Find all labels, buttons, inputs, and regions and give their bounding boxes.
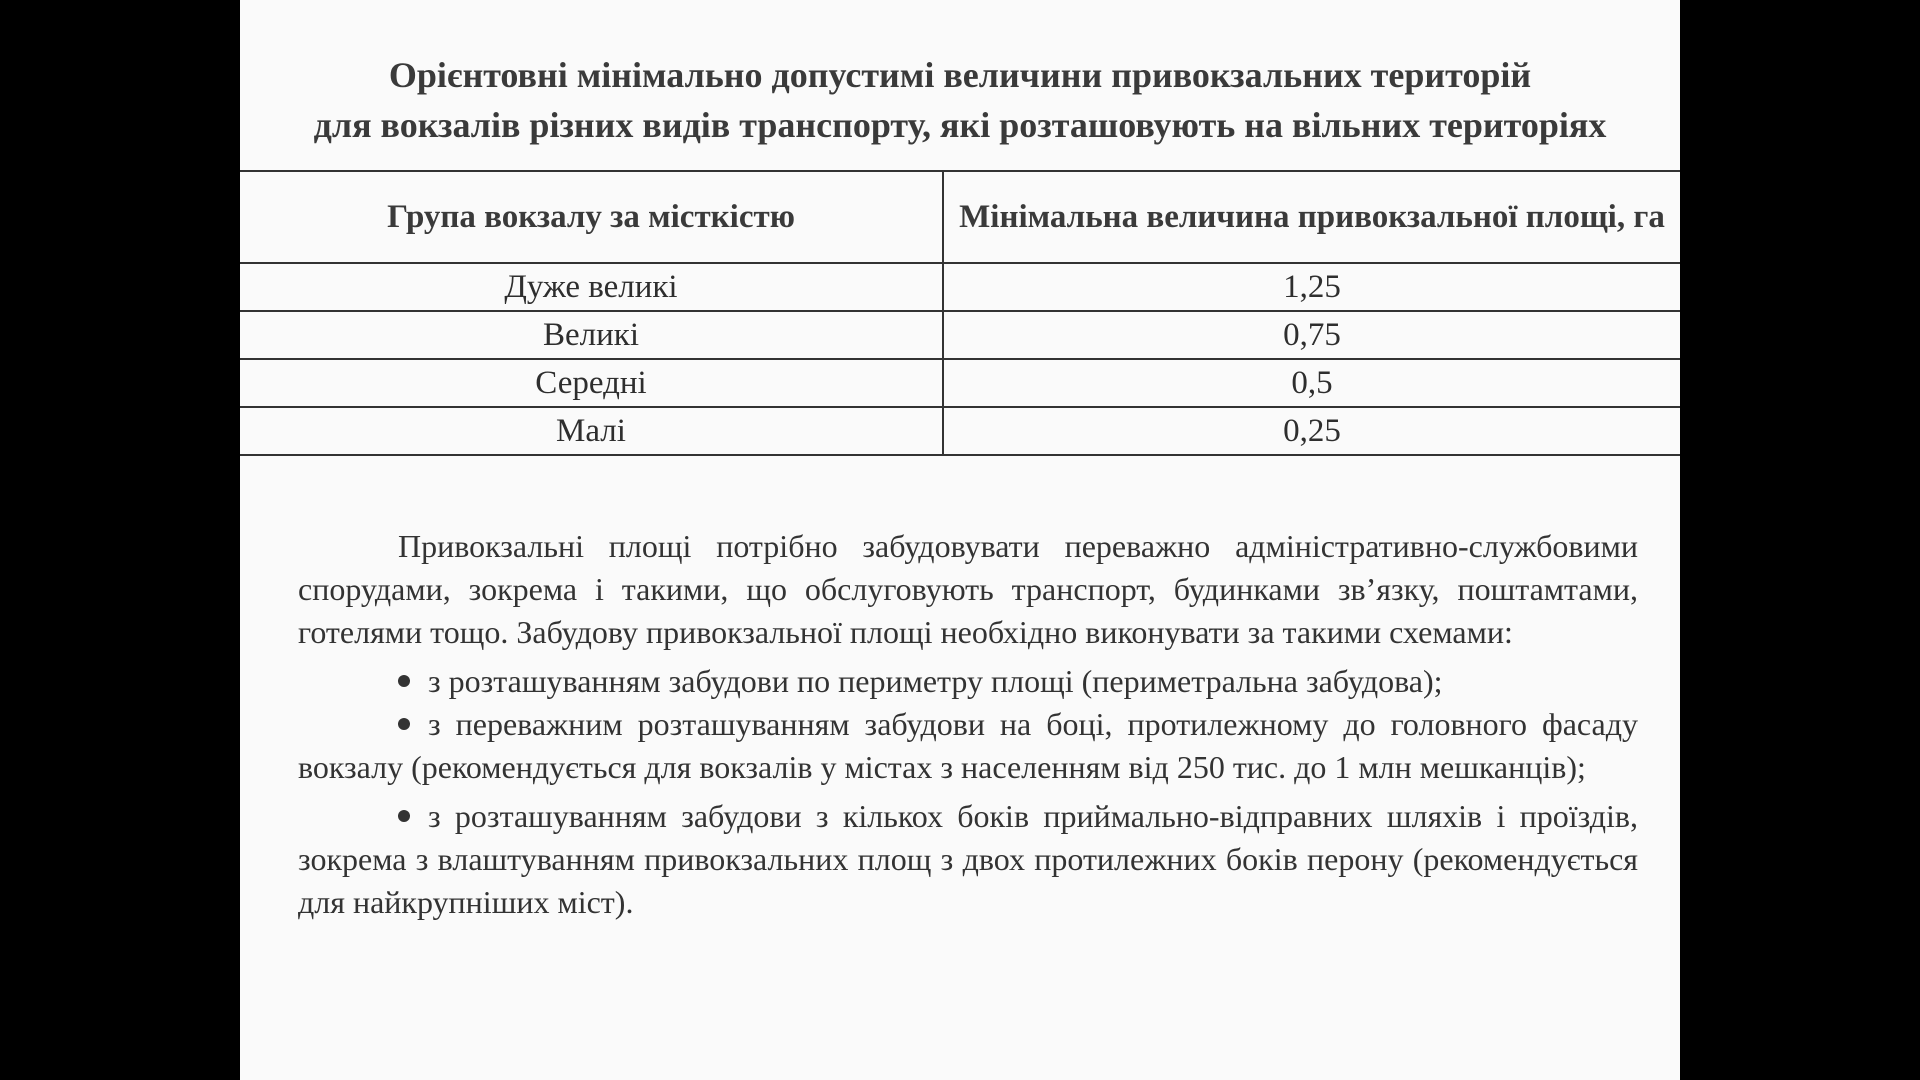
bullet-text: з переважним розташуванням забудови на боці, протилежному до головного фасаду вокзалу (рекомендується для вокзалів у містах з населенням від 250 тис. до 1 млн мешканців); — [298, 706, 1638, 785]
bullet-icon — [398, 675, 410, 687]
cell-group: Великі — [240, 311, 943, 359]
cell-area: 0,25 — [943, 407, 1680, 455]
table-row — [240, 359, 1680, 407]
bullet-item — [298, 795, 1638, 924]
cell-group: Дуже великі — [240, 263, 943, 311]
bullet-icon — [398, 718, 410, 730]
table-row — [240, 311, 1680, 359]
bullet-text: з розташуванням забудови з кількох боків приймально-відправних шляхів і проїздів, зокрема з влаштуванням привокзальних площ з двох протилежних боків перону (рекомендується для найкрупніших міст). — [298, 798, 1638, 920]
header-area: Мінімальна величина привокзальної площі, га — [943, 171, 1680, 263]
body-text — [298, 525, 1638, 924]
title-line-1: Орієнтовні мінімально допустимі величини привокзальних територій — [388, 55, 1532, 95]
cell-area: 1,25 — [943, 263, 1680, 311]
table-row — [240, 263, 1680, 311]
cell-group: Малі — [240, 407, 943, 455]
bullet-icon — [398, 810, 410, 822]
title-line-2: для вокзалів різних видів транспорту, які розташовують на вільних територіях — [313, 105, 1607, 145]
bullet-text: з розташуванням забудови по периметру площі (периметральна забудова); — [428, 663, 1443, 699]
bullet-item — [298, 660, 1638, 703]
document-page — [240, 0, 1680, 1080]
table-row — [240, 407, 1680, 455]
header-group: Група вокзалу за місткістю — [240, 171, 943, 263]
bullet-item — [298, 703, 1638, 789]
document-title — [240, 50, 1680, 150]
cell-group: Середні — [240, 359, 943, 407]
cell-area: 0,5 — [943, 359, 1680, 407]
table-header-row — [240, 171, 1680, 263]
body-paragraph: Привокзальні площі потрібно забудовувати переважно адміністративно-службовими спорудами, зокрема і такими, що обслуговують транспорт, будинками зв’язку, поштамтами, готелями тощо. Забудову привокзальної площі необхідно виконувати за такими схемами: — [298, 528, 1638, 650]
cell-area: 0,75 — [943, 311, 1680, 359]
stations-table — [240, 170, 1680, 456]
